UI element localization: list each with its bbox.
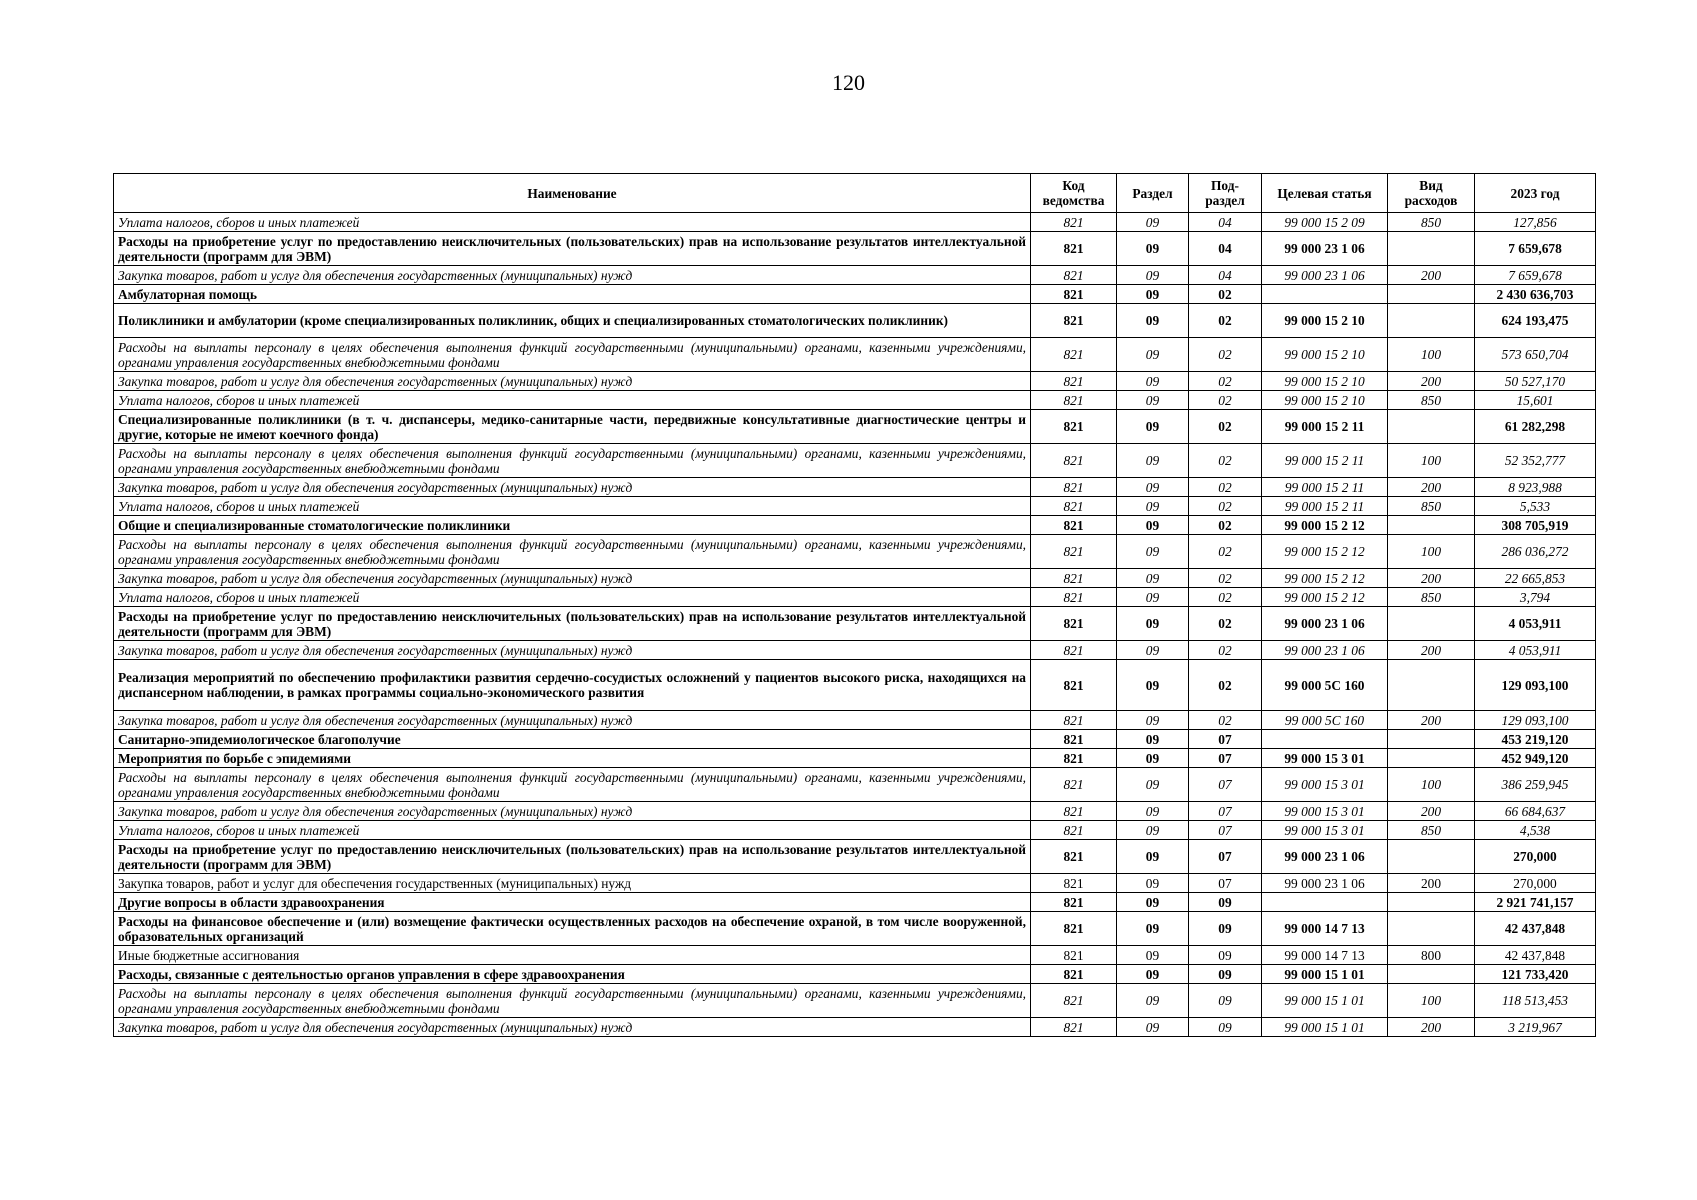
cell-section: 09 — [1117, 285, 1189, 304]
cell-target-article: 99 000 15 2 11 — [1262, 444, 1388, 478]
cell-dept-code: 821 — [1031, 912, 1117, 946]
cell-subsection: 09 — [1189, 912, 1262, 946]
table-row — [114, 749, 1596, 768]
cell-expense-type — [1388, 840, 1475, 874]
cell-amount: 7 659,678 — [1475, 266, 1596, 285]
cell-subsection: 04 — [1189, 232, 1262, 266]
table-row — [114, 444, 1596, 478]
cell-subsection: 02 — [1189, 588, 1262, 607]
cell-section: 09 — [1117, 338, 1189, 372]
cell-subsection: 04 — [1189, 266, 1262, 285]
cell-section: 09 — [1117, 497, 1189, 516]
cell-subsection: 02 — [1189, 478, 1262, 497]
cell-expense-type: 850 — [1388, 213, 1475, 232]
cell-subsection: 02 — [1189, 660, 1262, 711]
cell-section: 09 — [1117, 802, 1189, 821]
table-row — [114, 821, 1596, 840]
table-row — [114, 588, 1596, 607]
table-row — [114, 410, 1596, 444]
cell-dept-code: 821 — [1031, 588, 1117, 607]
cell-target-article: 99 000 15 2 12 — [1262, 588, 1388, 607]
cell-name: Закупка товаров, работ и услуг для обеспечения государственных (муниципальных) нужд — [114, 802, 1031, 821]
cell-name: Санитарно-эпидемиологическое благополучие — [114, 730, 1031, 749]
cell-expense-type: 850 — [1388, 588, 1475, 607]
cell-expense-type: 100 — [1388, 444, 1475, 478]
table-row — [114, 768, 1596, 802]
cell-subsection: 02 — [1189, 304, 1262, 338]
cell-dept-code: 821 — [1031, 372, 1117, 391]
cell-expense-type — [1388, 304, 1475, 338]
cell-subsection: 02 — [1189, 497, 1262, 516]
cell-target-article: 99 000 15 2 11 — [1262, 478, 1388, 497]
cell-amount: 2 430 636,703 — [1475, 285, 1596, 304]
cell-target-article: 99 000 5С 160 — [1262, 660, 1388, 711]
cell-subsection: 02 — [1189, 372, 1262, 391]
cell-amount: 5,533 — [1475, 497, 1596, 516]
cell-target-article: 99 000 23 1 06 — [1262, 232, 1388, 266]
cell-target-article: 99 000 15 1 01 — [1262, 965, 1388, 984]
cell-dept-code: 821 — [1031, 821, 1117, 840]
cell-amount: 7 659,678 — [1475, 232, 1596, 266]
cell-target-article: 99 000 15 1 01 — [1262, 984, 1388, 1018]
cell-target-article: 99 000 15 1 01 — [1262, 1018, 1388, 1037]
cell-section: 09 — [1117, 641, 1189, 660]
cell-expense-type — [1388, 660, 1475, 711]
cell-subsection: 07 — [1189, 749, 1262, 768]
cell-section: 09 — [1117, 372, 1189, 391]
cell-expense-type — [1388, 730, 1475, 749]
table-row — [114, 304, 1596, 338]
table-row — [114, 569, 1596, 588]
cell-target-article: 99 000 5С 160 — [1262, 711, 1388, 730]
cell-expense-type: 200 — [1388, 478, 1475, 497]
cell-name: Уплата налогов, сборов и иных платежей — [114, 497, 1031, 516]
cell-subsection: 02 — [1189, 535, 1262, 569]
cell-expense-type: 200 — [1388, 641, 1475, 660]
cell-subsection: 07 — [1189, 768, 1262, 802]
cell-dept-code: 821 — [1031, 641, 1117, 660]
cell-amount: 121 733,420 — [1475, 965, 1596, 984]
cell-target-article: 99 000 15 2 11 — [1262, 497, 1388, 516]
cell-subsection: 02 — [1189, 391, 1262, 410]
cell-target-article: 99 000 15 2 10 — [1262, 304, 1388, 338]
cell-target-article: 99 000 14 7 13 — [1262, 946, 1388, 965]
table-row — [114, 893, 1596, 912]
table-row — [114, 984, 1596, 1018]
cell-expense-type: 200 — [1388, 802, 1475, 821]
cell-amount: 453 219,120 — [1475, 730, 1596, 749]
cell-subsection: 02 — [1189, 285, 1262, 304]
cell-name: Уплата налогов, сборов и иных платежей — [114, 821, 1031, 840]
cell-amount: 22 665,853 — [1475, 569, 1596, 588]
table-row — [114, 607, 1596, 641]
cell-amount: 127,856 — [1475, 213, 1596, 232]
cell-amount: 3 219,967 — [1475, 1018, 1596, 1037]
table-body — [114, 213, 1596, 1037]
cell-name: Поликлиники и амбулатории (кроме специализированных поликлиник, общих и специализированных стоматологических поликлиник) — [114, 304, 1031, 338]
cell-expense-type: 100 — [1388, 338, 1475, 372]
cell-target-article: 99 000 14 7 13 — [1262, 912, 1388, 946]
cell-section: 09 — [1117, 607, 1189, 641]
cell-dept-code: 821 — [1031, 711, 1117, 730]
cell-section: 09 — [1117, 391, 1189, 410]
table-row — [114, 840, 1596, 874]
cell-expense-type: 850 — [1388, 497, 1475, 516]
cell-section: 09 — [1117, 946, 1189, 965]
cell-name: Уплата налогов, сборов и иных платежей — [114, 213, 1031, 232]
table-row — [114, 660, 1596, 711]
cell-section: 09 — [1117, 821, 1189, 840]
cell-expense-type — [1388, 749, 1475, 768]
cell-section: 09 — [1117, 444, 1189, 478]
cell-expense-type: 200 — [1388, 711, 1475, 730]
cell-subsection: 07 — [1189, 874, 1262, 893]
table-header-row — [114, 174, 1596, 213]
cell-name: Расходы на выплаты персоналу в целях обеспечения выполнения функций государственными (муниципальными) органами, казенными учреждениями, органами управления государственных внебюджетными фондами — [114, 768, 1031, 802]
cell-amount: 270,000 — [1475, 874, 1596, 893]
cell-name: Расходы на приобретение услуг по предоставлению неисключительных (пользовательских) прав на использование результатов интеллектуальной деятельности (программ для ЭВМ) — [114, 232, 1031, 266]
cell-target-article: 99 000 23 1 06 — [1262, 641, 1388, 660]
cell-target-article: 99 000 23 1 06 — [1262, 874, 1388, 893]
table-row — [114, 946, 1596, 965]
cell-amount: 129 093,100 — [1475, 711, 1596, 730]
budget-table — [113, 173, 1596, 1037]
cell-subsection: 09 — [1189, 965, 1262, 984]
cell-name: Закупка товаров, работ и услуг для обеспечения государственных (муниципальных) нужд — [114, 1018, 1031, 1037]
cell-section: 09 — [1117, 588, 1189, 607]
cell-subsection: 09 — [1189, 893, 1262, 912]
cell-subsection: 07 — [1189, 821, 1262, 840]
cell-amount: 308 705,919 — [1475, 516, 1596, 535]
cell-amount: 66 684,637 — [1475, 802, 1596, 821]
cell-name: Закупка товаров, работ и услуг для обеспечения государственных (муниципальных) нужд — [114, 569, 1031, 588]
cell-dept-code: 821 — [1031, 730, 1117, 749]
cell-amount: 4 053,911 — [1475, 641, 1596, 660]
cell-expense-type: 850 — [1388, 391, 1475, 410]
cell-name: Закупка товаров, работ и услуг для обеспечения государственных (муниципальных) нужд — [114, 372, 1031, 391]
cell-name: Амбулаторная помощь — [114, 285, 1031, 304]
cell-dept-code: 821 — [1031, 569, 1117, 588]
cell-target-article: 99 000 15 2 09 — [1262, 213, 1388, 232]
cell-name: Расходы на финансовое обеспечение и (или) возмещение фактически осуществленных расходов на обеспечение охраной, в том числе вооруженной, образовательных организаций — [114, 912, 1031, 946]
cell-name: Закупка товаров, работ и услуг для обеспечения государственных (муниципальных) нужд — [114, 266, 1031, 285]
cell-amount: 624 193,475 — [1475, 304, 1596, 338]
table-row — [114, 802, 1596, 821]
cell-expense-type: 200 — [1388, 266, 1475, 285]
page-number: 120 — [832, 70, 865, 95]
cell-dept-code: 821 — [1031, 660, 1117, 711]
cell-section: 09 — [1117, 984, 1189, 1018]
cell-subsection: 04 — [1189, 213, 1262, 232]
cell-dept-code: 821 — [1031, 444, 1117, 478]
table-row — [114, 391, 1596, 410]
cell-section: 09 — [1117, 840, 1189, 874]
cell-section: 09 — [1117, 569, 1189, 588]
cell-expense-type: 850 — [1388, 821, 1475, 840]
cell-name: Мероприятия по борьбе с эпидемиями — [114, 749, 1031, 768]
cell-expense-type: 200 — [1388, 569, 1475, 588]
cell-amount: 61 282,298 — [1475, 410, 1596, 444]
cell-amount: 50 527,170 — [1475, 372, 1596, 391]
cell-amount: 4,538 — [1475, 821, 1596, 840]
cell-name: Расходы, связанные с деятельностью органов управления в сфере здравоохранения — [114, 965, 1031, 984]
cell-target-article: 99 000 15 2 12 — [1262, 569, 1388, 588]
cell-name: Другие вопросы в области здравоохранения — [114, 893, 1031, 912]
cell-amount: 42 437,848 — [1475, 946, 1596, 965]
cell-name: Расходы на выплаты персоналу в целях обеспечения выполнения функций государственными (муниципальными) органами, казенными учреждениями, органами управления государственных внебюджетными фондами — [114, 535, 1031, 569]
cell-expense-type: 800 — [1388, 946, 1475, 965]
cell-subsection: 02 — [1189, 641, 1262, 660]
cell-subsection: 07 — [1189, 840, 1262, 874]
cell-name: Расходы на приобретение услуг по предоставлению неисключительных (пользовательских) прав на использование результатов интеллектуальной деятельности (программ для ЭВМ) — [114, 840, 1031, 874]
cell-name: Закупка товаров, работ и услуг для обеспечения государственных (муниципальных) нужд — [114, 641, 1031, 660]
cell-amount: 3,794 — [1475, 588, 1596, 607]
cell-dept-code: 821 — [1031, 410, 1117, 444]
table-row — [114, 730, 1596, 749]
table-row — [114, 497, 1596, 516]
cell-dept-code: 821 — [1031, 965, 1117, 984]
cell-amount: 4 053,911 — [1475, 607, 1596, 641]
cell-dept-code: 821 — [1031, 768, 1117, 802]
cell-name: Расходы на выплаты персоналу в целях обеспечения выполнения функций государственными (муниципальными) органами, казенными учреждениями, органами управления государственных внебюджетными фондами — [114, 444, 1031, 478]
cell-expense-type — [1388, 965, 1475, 984]
cell-section: 09 — [1117, 1018, 1189, 1037]
cell-name: Уплата налогов, сборов и иных платежей — [114, 588, 1031, 607]
cell-section: 09 — [1117, 768, 1189, 802]
table-row — [114, 285, 1596, 304]
cell-subsection: 02 — [1189, 711, 1262, 730]
cell-subsection: 09 — [1189, 946, 1262, 965]
table-row — [114, 641, 1596, 660]
cell-dept-code: 821 — [1031, 497, 1117, 516]
cell-target-article: 99 000 15 3 01 — [1262, 749, 1388, 768]
cell-section: 09 — [1117, 749, 1189, 768]
column-header-subsection: Под-раздел — [1189, 174, 1262, 213]
cell-target-article — [1262, 730, 1388, 749]
cell-expense-type: 200 — [1388, 372, 1475, 391]
cell-target-article: 99 000 23 1 06 — [1262, 607, 1388, 641]
cell-dept-code: 821 — [1031, 893, 1117, 912]
cell-amount: 42 437,848 — [1475, 912, 1596, 946]
cell-subsection: 02 — [1189, 569, 1262, 588]
cell-dept-code: 821 — [1031, 285, 1117, 304]
cell-target-article: 99 000 15 2 10 — [1262, 338, 1388, 372]
cell-dept-code: 821 — [1031, 874, 1117, 893]
column-header-target-article: Целевая статья — [1262, 174, 1388, 213]
cell-name: Реализация мероприятий по обеспечению профилактики развития сердечно-сосудистых осложнений у пациентов высокого риска, находящихся на диспансерном наблюдении, в рамках программы социально-экономического развития — [114, 660, 1031, 711]
cell-name: Иные бюджетные ассигнования — [114, 946, 1031, 965]
cell-target-article: 99 000 15 2 10 — [1262, 372, 1388, 391]
cell-amount: 15,601 — [1475, 391, 1596, 410]
cell-subsection: 02 — [1189, 516, 1262, 535]
cell-section: 09 — [1117, 232, 1189, 266]
column-header-expense-type: Вид расходов — [1388, 174, 1475, 213]
cell-expense-type — [1388, 285, 1475, 304]
table-row — [114, 478, 1596, 497]
cell-target-article: 99 000 15 2 11 — [1262, 410, 1388, 444]
cell-name: Расходы на выплаты персоналу в целях обеспечения выполнения функций государственными (муниципальными) органами, казенными учреждениями, органами управления государственных внебюджетными фондами — [114, 338, 1031, 372]
cell-section: 09 — [1117, 730, 1189, 749]
cell-amount: 286 036,272 — [1475, 535, 1596, 569]
table-row — [114, 338, 1596, 372]
cell-name: Закупка товаров, работ и услуг для обеспечения государственных (муниципальных) нужд — [114, 874, 1031, 893]
cell-dept-code: 821 — [1031, 802, 1117, 821]
cell-dept-code: 821 — [1031, 338, 1117, 372]
table-row — [114, 711, 1596, 730]
cell-expense-type — [1388, 516, 1475, 535]
cell-dept-code: 821 — [1031, 946, 1117, 965]
cell-section: 09 — [1117, 893, 1189, 912]
cell-amount: 118 513,453 — [1475, 984, 1596, 1018]
cell-dept-code: 821 — [1031, 516, 1117, 535]
table-row — [114, 874, 1596, 893]
cell-section: 09 — [1117, 965, 1189, 984]
column-header-section: Раздел — [1117, 174, 1189, 213]
column-header-name: Наименование — [114, 174, 1031, 213]
cell-section: 09 — [1117, 266, 1189, 285]
cell-section: 09 — [1117, 410, 1189, 444]
cell-section: 09 — [1117, 660, 1189, 711]
table-row — [114, 1018, 1596, 1037]
cell-subsection: 07 — [1189, 730, 1262, 749]
cell-expense-type: 100 — [1388, 984, 1475, 1018]
cell-dept-code: 821 — [1031, 535, 1117, 569]
cell-dept-code: 821 — [1031, 1018, 1117, 1037]
cell-name: Специализированные поликлиники (в т. ч. диспансеры, медико-санитарные части, передвижные консультативные диагностические центры и другие, которые не имеют коечного фонда) — [114, 410, 1031, 444]
table-row — [114, 232, 1596, 266]
cell-dept-code: 821 — [1031, 213, 1117, 232]
cell-section: 09 — [1117, 912, 1189, 946]
cell-section: 09 — [1117, 516, 1189, 535]
cell-section: 09 — [1117, 304, 1189, 338]
cell-subsection: 07 — [1189, 802, 1262, 821]
cell-target-article: 99 000 15 2 12 — [1262, 535, 1388, 569]
cell-dept-code: 821 — [1031, 266, 1117, 285]
cell-dept-code: 821 — [1031, 840, 1117, 874]
cell-amount: 8 923,988 — [1475, 478, 1596, 497]
cell-name: Общие и специализированные стоматологические поликлиники — [114, 516, 1031, 535]
table-row — [114, 965, 1596, 984]
cell-dept-code: 821 — [1031, 984, 1117, 1018]
cell-expense-type — [1388, 893, 1475, 912]
cell-section: 09 — [1117, 874, 1189, 893]
cell-name: Расходы на выплаты персоналу в целях обеспечения выполнения функций государственными (муниципальными) органами, казенными учреждениями, органами управления государственных внебюджетными фондами — [114, 984, 1031, 1018]
column-header-dept-code: Код ведомства — [1031, 174, 1117, 213]
table-row — [114, 372, 1596, 391]
cell-subsection: 02 — [1189, 444, 1262, 478]
cell-expense-type — [1388, 410, 1475, 444]
table-row — [114, 535, 1596, 569]
column-header-year: 2023 год — [1475, 174, 1596, 213]
cell-expense-type — [1388, 607, 1475, 641]
cell-expense-type: 100 — [1388, 535, 1475, 569]
cell-name: Уплата налогов, сборов и иных платежей — [114, 391, 1031, 410]
cell-section: 09 — [1117, 478, 1189, 497]
cell-dept-code: 821 — [1031, 232, 1117, 266]
cell-amount: 2 921 741,157 — [1475, 893, 1596, 912]
cell-subsection: 02 — [1189, 410, 1262, 444]
cell-dept-code: 821 — [1031, 749, 1117, 768]
cell-target-article: 99 000 15 3 01 — [1262, 768, 1388, 802]
cell-target-article: 99 000 15 2 10 — [1262, 391, 1388, 410]
cell-section: 09 — [1117, 213, 1189, 232]
cell-target-article: 99 000 15 3 01 — [1262, 802, 1388, 821]
cell-section: 09 — [1117, 711, 1189, 730]
cell-name: Закупка товаров, работ и услуг для обеспечения государственных (муниципальных) нужд — [114, 478, 1031, 497]
cell-expense-type — [1388, 912, 1475, 946]
cell-amount: 573 650,704 — [1475, 338, 1596, 372]
table-row — [114, 516, 1596, 535]
cell-expense-type: 100 — [1388, 768, 1475, 802]
cell-dept-code: 821 — [1031, 607, 1117, 641]
cell-name: Расходы на приобретение услуг по предоставлению неисключительных (пользовательских) прав на использование результатов интеллектуальной деятельности (программ для ЭВМ) — [114, 607, 1031, 641]
cell-name: Закупка товаров, работ и услуг для обеспечения государственных (муниципальных) нужд — [114, 711, 1031, 730]
cell-dept-code: 821 — [1031, 391, 1117, 410]
cell-amount: 452 949,120 — [1475, 749, 1596, 768]
cell-subsection: 09 — [1189, 984, 1262, 1018]
cell-subsection: 02 — [1189, 338, 1262, 372]
cell-expense-type — [1388, 232, 1475, 266]
table-row — [114, 213, 1596, 232]
cell-expense-type: 200 — [1388, 874, 1475, 893]
table-row — [114, 266, 1596, 285]
cell-expense-type: 200 — [1388, 1018, 1475, 1037]
cell-dept-code: 821 — [1031, 478, 1117, 497]
cell-target-article: 99 000 23 1 06 — [1262, 840, 1388, 874]
cell-section: 09 — [1117, 535, 1189, 569]
cell-target-article — [1262, 893, 1388, 912]
cell-subsection: 09 — [1189, 1018, 1262, 1037]
table-row — [114, 912, 1596, 946]
cell-amount: 52 352,777 — [1475, 444, 1596, 478]
cell-amount: 270,000 — [1475, 840, 1596, 874]
cell-dept-code: 821 — [1031, 304, 1117, 338]
cell-target-article: 99 000 23 1 06 — [1262, 266, 1388, 285]
cell-subsection: 02 — [1189, 607, 1262, 641]
cell-amount: 386 259,945 — [1475, 768, 1596, 802]
cell-target-article — [1262, 285, 1388, 304]
cell-amount: 129 093,100 — [1475, 660, 1596, 711]
cell-target-article: 99 000 15 3 01 — [1262, 821, 1388, 840]
cell-target-article: 99 000 15 2 12 — [1262, 516, 1388, 535]
